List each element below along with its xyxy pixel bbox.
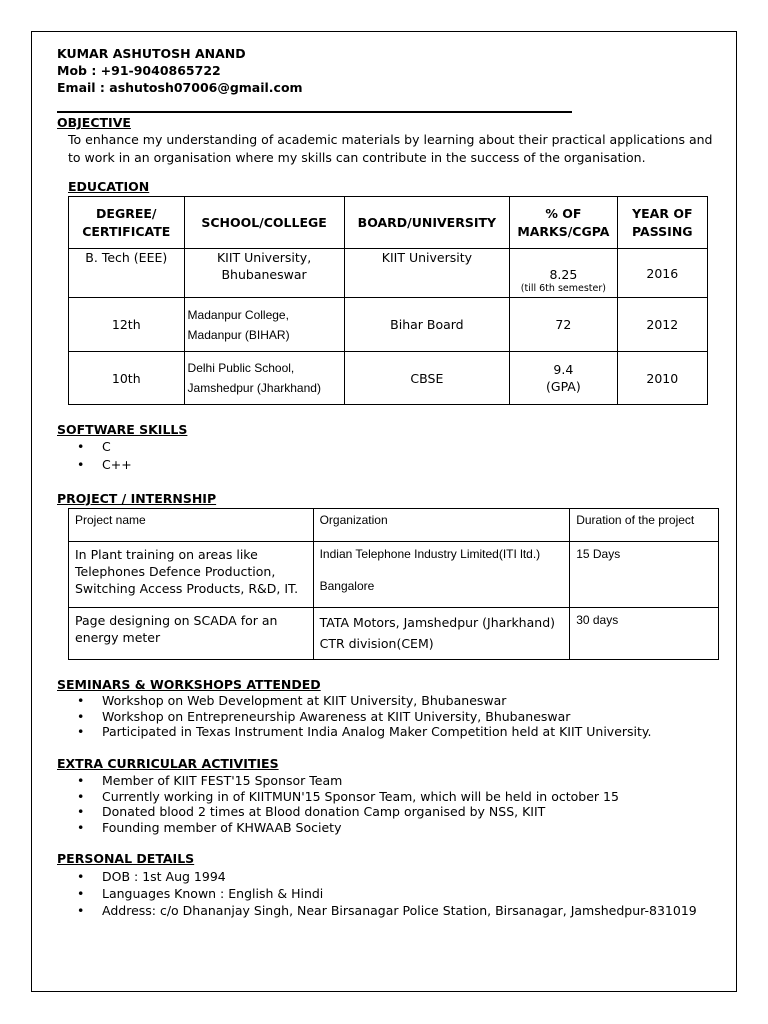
software-skills-heading: SOFTWARE SKILLS xyxy=(57,422,188,437)
list-item: • Languages Known : English & Hindi xyxy=(57,885,732,902)
column-header: % OF MARKS/CGPA xyxy=(510,197,617,249)
organization-line: Indian Telephone Industry Limited(ITI ltd.) xyxy=(319,547,541,561)
marks-note: (till 6th semester) xyxy=(520,283,606,294)
list-item: • Currently working in of KIITMUN'15 Sponsor Team, which will be held in october 15 xyxy=(57,789,727,805)
degree-cell: 10th xyxy=(69,352,185,405)
header-divider xyxy=(57,111,572,113)
marks-note: (GPA) xyxy=(546,379,581,394)
education-row xyxy=(69,352,708,405)
school-line: Jamshedpur (Jharkhand) xyxy=(187,381,321,395)
organization-line: Bangalore xyxy=(319,579,375,593)
project-name-cell: In Plant training on areas like Telephones Defence Production, Switching Access Products, R&D, IT. xyxy=(69,542,314,608)
marks-value: 8.25 xyxy=(549,267,578,282)
project-row xyxy=(69,542,719,608)
school-line: Delhi Public School, xyxy=(187,361,295,375)
mobile-number: Mob : +91-9040865722 xyxy=(57,63,221,78)
column-header: YEAR OF PASSING xyxy=(617,197,707,249)
personal-details-heading: PERSONAL DETAILS xyxy=(57,851,195,866)
list-item: • Workshop on Web Development at KIIT University, Bhubaneswar xyxy=(57,693,727,709)
list-item: • DOB : 1st Aug 1994 xyxy=(57,868,732,885)
list-item: • Donated blood 2 times at Blood donation Camp organised by NSS, KIIT xyxy=(57,804,727,820)
organization-cell xyxy=(313,608,570,660)
column-header: Project name xyxy=(69,509,314,542)
column-header: BOARD/UNIVERSITY xyxy=(344,197,510,249)
candidate-name: KUMAR ASHUTOSH ANAND xyxy=(57,46,246,61)
resume-page xyxy=(31,31,737,992)
project-name-cell: Page designing on SCADA for an energy meter xyxy=(69,608,314,660)
column-header: Duration of the project xyxy=(570,509,719,542)
objective-line-2: to work in an organisation where my skills can contribute in the success of the organisation. xyxy=(68,150,646,165)
school-line: Madanpur (BIHAR) xyxy=(187,327,290,342)
list-item: • C++ xyxy=(57,456,717,474)
year-cell: 2016 xyxy=(617,249,707,298)
school-cell xyxy=(184,298,344,352)
list-item: • C xyxy=(57,438,717,456)
organization-line: CTR division(CEM) xyxy=(319,636,434,651)
organization-line: TATA Motors, Jamshedpur (Jharkhand) xyxy=(319,615,556,630)
list-item: • Address: c/o Dhananjay Singh, Near Birsanagar Police Station, Birsanagar, Jamshedpur-831019 xyxy=(57,902,732,919)
objective-heading: OBJECTIVE xyxy=(57,115,131,130)
board-cell: CBSE xyxy=(344,352,510,405)
education-heading: EDUCATION xyxy=(68,179,150,194)
education-header-row xyxy=(69,197,708,249)
project-header-row xyxy=(69,509,719,542)
year-cell: 2012 xyxy=(617,298,707,352)
column-header: Organization xyxy=(313,509,570,542)
marks-cell xyxy=(510,249,617,298)
list-item: • Founding member of KHWAAB Society xyxy=(57,820,727,836)
project-row xyxy=(69,608,719,660)
education-row xyxy=(69,298,708,352)
degree-cell: B. Tech (EEE) xyxy=(69,249,185,298)
email-address: Email : ashutosh07006@gmail.com xyxy=(57,80,303,95)
list-item: • Workshop on Entrepreneurship Awareness at KIIT University, Bhubaneswar xyxy=(57,709,727,725)
column-header: SCHOOL/COLLEGE xyxy=(184,197,344,249)
list-item: • Participated in Texas Instrument India Analog Maker Competition held at KIIT University. xyxy=(57,724,727,740)
column-header: DEGREE/ CERTIFICATE xyxy=(69,197,185,249)
software-skills-list xyxy=(57,438,717,474)
duration-cell: 30 days xyxy=(570,608,719,660)
board-cell: KIIT University xyxy=(344,249,510,298)
marks-cell: 72 xyxy=(510,298,617,352)
school-line: Madanpur College, xyxy=(187,307,289,322)
year-cell: 2010 xyxy=(617,352,707,405)
marks-cell xyxy=(510,352,617,405)
school-cell: KIIT University, Bhubaneswar xyxy=(184,249,344,298)
school-cell xyxy=(184,352,344,405)
personal-details-list xyxy=(57,868,732,919)
organization-cell xyxy=(313,542,570,608)
project-table xyxy=(68,508,719,660)
board-cell: Bihar Board xyxy=(344,298,510,352)
education-row xyxy=(69,249,708,298)
objective-line-1: To enhance my understanding of academic materials by learning about their practical applications and xyxy=(68,132,713,147)
duration-cell: 15 Days xyxy=(570,542,719,608)
list-item: • Member of KIIT FEST'15 Sponsor Team xyxy=(57,773,727,789)
degree-cell: 12th xyxy=(69,298,185,352)
seminars-list xyxy=(57,693,727,740)
extra-curricular-list xyxy=(57,773,727,835)
marks-value: 9.4 xyxy=(553,362,574,377)
project-heading: PROJECT / INTERNSHIP xyxy=(57,491,217,506)
extra-curricular-heading: EXTRA CURRICULAR ACTIVITIES xyxy=(57,756,279,771)
education-table xyxy=(68,196,708,405)
seminars-heading: SEMINARS & WORKSHOPS ATTENDED xyxy=(57,677,321,692)
